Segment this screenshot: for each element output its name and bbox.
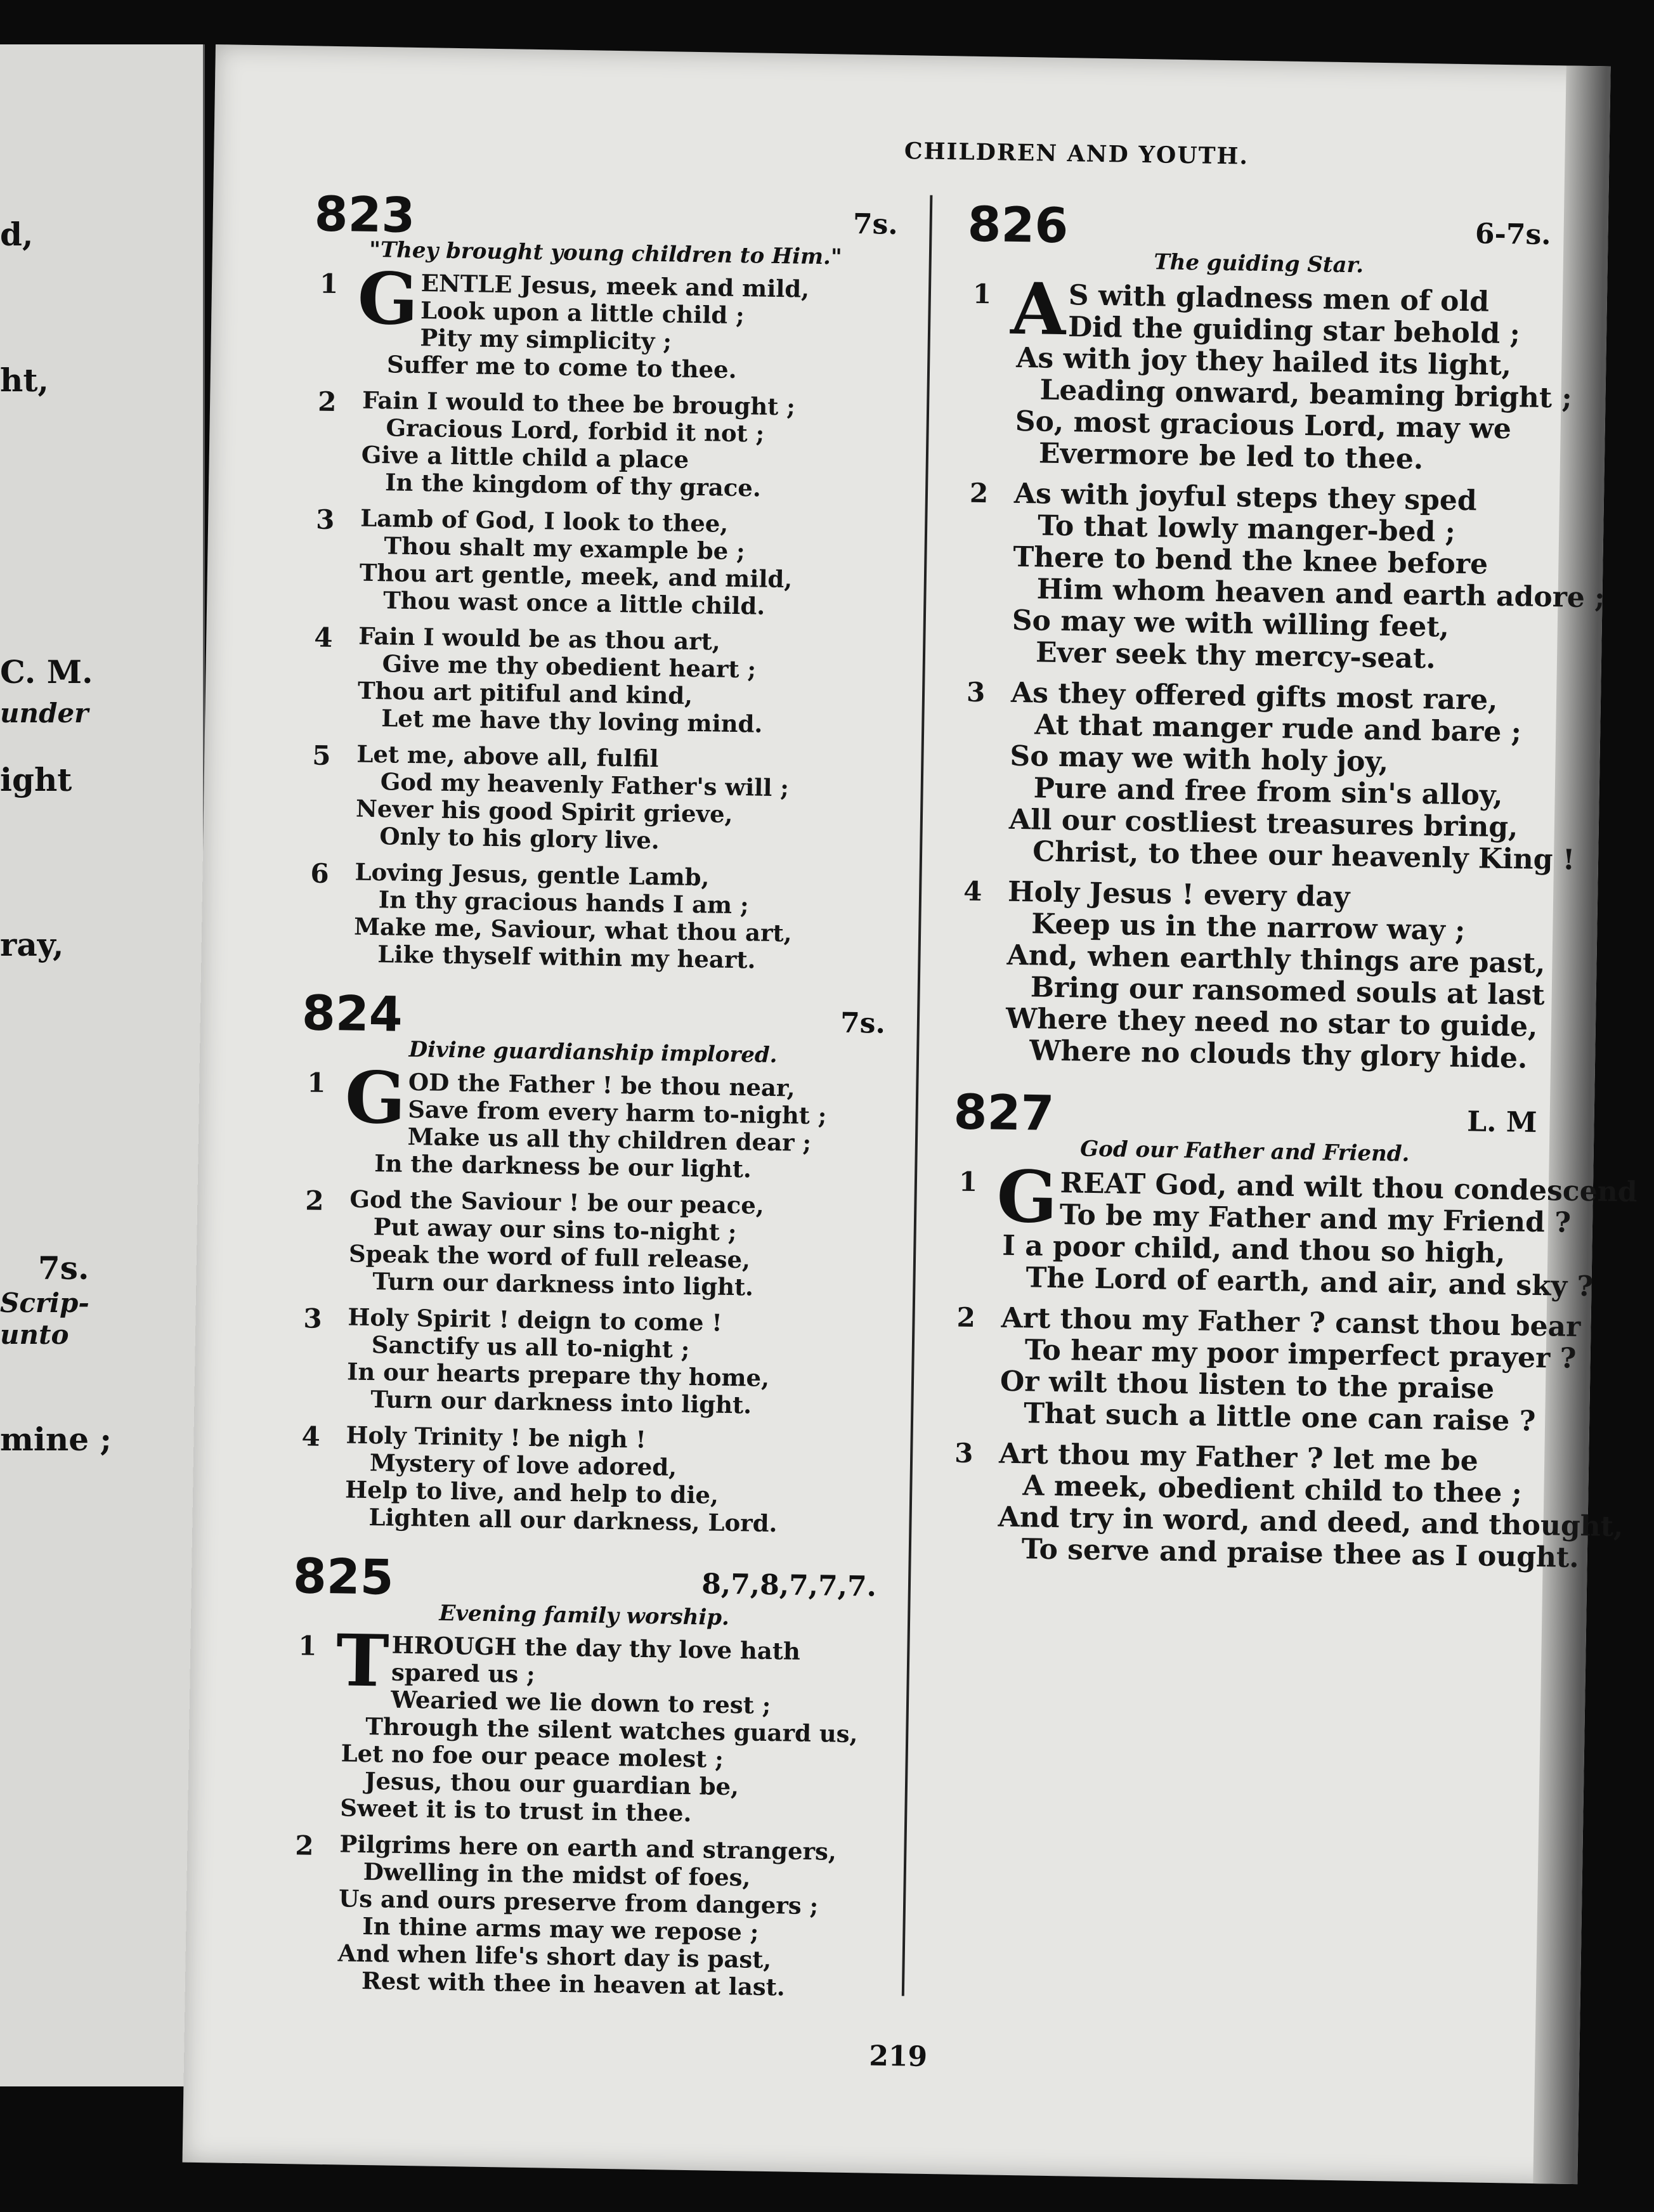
verse-line: Fain I would to thee be brought ; bbox=[361, 386, 796, 421]
verse-line: To serve and praise thee as I ought. bbox=[1021, 1533, 1580, 1575]
verse-line: So may we with willing feet, bbox=[1012, 604, 1450, 644]
verse-line: The Lord of earth, and air, and sky ? bbox=[1026, 1261, 1594, 1303]
verse-line: Put away our sins to-night ; bbox=[373, 1213, 737, 1247]
left-fragment: under bbox=[0, 698, 89, 729]
verse-line: As with joyful steps they sped bbox=[1013, 477, 1478, 517]
verse-line: And, when earthly things are past, bbox=[1006, 939, 1546, 980]
stanza-number: 5 bbox=[312, 739, 332, 771]
stanza bbox=[964, 267, 1573, 478]
verse-line: As they offered gifts most rare, bbox=[1010, 676, 1498, 717]
hymn-meter: 7s. bbox=[852, 207, 899, 241]
stanza bbox=[951, 1155, 1638, 1303]
verse-line: Thou shalt my example be ; bbox=[384, 531, 746, 566]
verse-line: Where they need no star to guide, bbox=[1005, 1002, 1538, 1043]
drop-capital: G bbox=[996, 1155, 1058, 1240]
stanza-number: 1 bbox=[297, 1630, 317, 1662]
hymn-number: 826 bbox=[967, 195, 1069, 254]
verse-line: Christ, to thee our heavenly King ! bbox=[1032, 835, 1575, 876]
verse-line: Pity my simplicity ; bbox=[420, 323, 672, 356]
hymn bbox=[303, 185, 898, 975]
stanza-number: 1 bbox=[319, 268, 339, 300]
hymn-title: "They brought young children to Him." bbox=[368, 237, 842, 270]
stanza-number: 4 bbox=[301, 1421, 321, 1452]
stanza bbox=[304, 739, 890, 857]
verse-line: Gracious Lord, forbid it not ; bbox=[386, 413, 765, 448]
verse-line: In thy gracious hands I am ; bbox=[378, 885, 750, 920]
verse-line: Pilgrims here on earth and strangers, bbox=[339, 1830, 837, 1866]
stanza bbox=[296, 1303, 881, 1421]
verse-line: Holy Trinity ! be nigh ! bbox=[346, 1421, 647, 1454]
verse-line: spared us ; bbox=[391, 1658, 536, 1689]
hymn bbox=[294, 984, 885, 1539]
verse-line: Him whom heaven and earth adore ; bbox=[1036, 573, 1605, 615]
stanza bbox=[949, 1301, 1581, 1438]
hymn-title: Evening family worship. bbox=[439, 1600, 730, 1631]
verse-line: Holy Spirit ! deign to come ! bbox=[348, 1303, 722, 1337]
verse-line: HROUGH the day thy love hath bbox=[391, 1630, 801, 1665]
stanza bbox=[303, 857, 888, 975]
verse-line: To be my Father and my Friend ? bbox=[1059, 1199, 1572, 1239]
hymn-meter: L. M bbox=[1466, 1105, 1537, 1139]
verse-line: S with gladness men of old bbox=[1068, 279, 1490, 318]
left-fragment: C. M. bbox=[0, 653, 93, 691]
drop-capital: T bbox=[335, 1619, 390, 1703]
stanza bbox=[297, 1185, 883, 1303]
verse-line: Help to live, and help to die, bbox=[344, 1475, 719, 1509]
verse-line: And when life's short day is past, bbox=[337, 1939, 772, 1974]
verse-line: Loving Jesus, gentle Lamb, bbox=[355, 857, 710, 892]
drop-capital: A bbox=[1010, 267, 1067, 352]
hymnal-page bbox=[183, 44, 1638, 2184]
verse-line: Art thou my Father ? let me be bbox=[998, 1437, 1479, 1478]
verse-line: Lighten all our darkness, Lord. bbox=[368, 1503, 778, 1538]
left-fragment: ray, bbox=[0, 926, 64, 963]
verse-line: In the kingdom of thy grace. bbox=[384, 468, 762, 502]
verse-line: Lamb of God, I look to thee, bbox=[360, 504, 729, 538]
stanza bbox=[961, 477, 1605, 677]
stanza bbox=[294, 1421, 879, 1539]
drop-capital: G bbox=[344, 1056, 407, 1140]
hymn-header bbox=[953, 1083, 1537, 1147]
column-divider bbox=[902, 195, 933, 1996]
verse-line: Wearied we lie down to rest ; bbox=[391, 1685, 771, 1720]
verse-line: Suffer me to come to thee. bbox=[386, 350, 737, 384]
verse-line: In our hearts prepare thy home, bbox=[346, 1357, 770, 1392]
verse-line: All our costliest treasures bring, bbox=[1008, 803, 1518, 844]
stanza-number: 2 bbox=[969, 477, 989, 509]
verse-line: Sweet it is to trust in thee. bbox=[340, 1793, 692, 1828]
left-fragment: ight bbox=[0, 761, 72, 798]
hymn-number: 824 bbox=[301, 984, 403, 1043]
stanza bbox=[947, 1437, 1624, 1575]
verse-line: I a poor child, and thou so high, bbox=[1001, 1229, 1506, 1270]
verse-line: Only to his glory live. bbox=[379, 822, 660, 855]
hymn-meter: 8,7,8,7,7,7. bbox=[701, 1568, 877, 1603]
left-fragment: 7s. bbox=[38, 1249, 89, 1287]
hymn-meter: 7s. bbox=[840, 1006, 886, 1040]
verse-line: ENTLE Jesus, meek and mild, bbox=[420, 269, 810, 303]
hymn-title: The guiding Star. bbox=[1154, 249, 1364, 278]
verse-line: Mystery of love adored, bbox=[369, 1448, 677, 1481]
right-column bbox=[946, 195, 1638, 1591]
hymn-number: 823 bbox=[314, 185, 416, 244]
verse-line: So, most gracious Lord, may we bbox=[1015, 405, 1512, 446]
verse-line: Us and ours preserve from dangers ; bbox=[338, 1884, 819, 1920]
stanza-number: 1 bbox=[306, 1067, 326, 1098]
verse-line: Fain I would be as thou art, bbox=[358, 621, 721, 656]
stanza-number: 3 bbox=[315, 504, 335, 536]
hymn-header bbox=[314, 185, 898, 249]
stanza-number: 1 bbox=[972, 278, 992, 310]
hymn-number: 825 bbox=[292, 1547, 394, 1606]
stanza bbox=[312, 257, 897, 386]
page-number: 219 bbox=[868, 2040, 928, 2074]
hymn bbox=[287, 1547, 877, 2002]
left-fragment: unto bbox=[0, 1319, 69, 1350]
verse-line: Make us all thy children dear ; bbox=[407, 1122, 812, 1157]
stanza-number: 3 bbox=[966, 676, 986, 708]
left-fragment: d, bbox=[0, 216, 34, 253]
hymn bbox=[947, 1083, 1638, 1575]
verse-line: To hear my poor imperfect prayer ? bbox=[1024, 1334, 1577, 1375]
verse-line: Turn our darkness into light. bbox=[372, 1267, 754, 1301]
hymn-header bbox=[301, 984, 885, 1048]
verse-line: Leading onward, beaming bright ; bbox=[1039, 374, 1573, 415]
hymn-title: Divine guardianship implored. bbox=[408, 1036, 778, 1069]
verse-line: Let me, above all, fulfil bbox=[356, 739, 659, 773]
hymn bbox=[954, 195, 1605, 1075]
stanza-number: 1 bbox=[958, 1166, 978, 1198]
verse-line: In the darkness be our light. bbox=[374, 1149, 752, 1183]
verse-line: God my heavenly Father's will ; bbox=[380, 767, 790, 802]
verse-line: REAT God, and wilt thou condescend bbox=[1060, 1167, 1638, 1209]
verse-line: Thou wast once a little child. bbox=[382, 586, 765, 620]
running-head: CHILDREN AND YOUTH. bbox=[904, 138, 1249, 170]
verse-line: Never his good Spirit grieve, bbox=[355, 794, 733, 828]
verse-line: In thine arms may we repose ; bbox=[362, 1912, 759, 1946]
hymn-number: 827 bbox=[953, 1083, 1055, 1142]
left-fragment: mine ; bbox=[0, 1421, 112, 1458]
verse-line: Look upon a little child ; bbox=[420, 296, 745, 330]
verse-line: Rest with thee in heaven at last. bbox=[361, 1966, 786, 2001]
stanza-number: 2 bbox=[304, 1185, 324, 1216]
left-page-strip bbox=[0, 44, 205, 2086]
verse-line: Let no foe our peace molest ; bbox=[341, 1739, 724, 1773]
left-column bbox=[286, 185, 898, 2020]
verse-line: So may we with holy joy, bbox=[1010, 739, 1389, 779]
verse-line: Like thyself within my heart. bbox=[377, 940, 756, 974]
verse-line: Keep us in the narrow way ; bbox=[1031, 908, 1466, 947]
verse-line: Pure and free from sin's alloy, bbox=[1033, 772, 1503, 812]
verse-line: Bring our ransomed souls at last bbox=[1030, 971, 1545, 1012]
verse-line: Ever seek thy mercy-seat. bbox=[1035, 636, 1436, 675]
verse-line: Where no clouds thy glory hide. bbox=[1029, 1034, 1528, 1075]
verse-line: To that lowly manger-bed ; bbox=[1037, 509, 1456, 549]
verse-line: God the Saviour ! be our peace, bbox=[349, 1185, 765, 1220]
stanza bbox=[310, 386, 895, 504]
stanza bbox=[289, 1619, 876, 1830]
verse-line: Let me have thy loving mind. bbox=[381, 704, 763, 738]
verse-line: Give a little child a place bbox=[361, 440, 689, 474]
stanza bbox=[287, 1830, 873, 2002]
stanza bbox=[306, 621, 892, 739]
verse-line: At that manger rude and bare ; bbox=[1034, 708, 1522, 749]
hymn-meter: 6-7s. bbox=[1475, 218, 1551, 252]
verse-line: Speak the word of full release, bbox=[348, 1239, 751, 1274]
verse-line: As with joy they hailed its light, bbox=[1015, 341, 1512, 382]
hymn-title: God our Father and Friend. bbox=[1079, 1136, 1410, 1167]
stanza-number: 6 bbox=[310, 857, 330, 889]
verse-line: Through the silent watches guard us, bbox=[365, 1712, 858, 1748]
verse-line: Make me, Saviour, what thou art, bbox=[353, 912, 792, 947]
verse-line: And try in word, and deed, and thought, bbox=[998, 1500, 1624, 1544]
stanza-number: 4 bbox=[313, 621, 333, 654]
verse-line: Evermore be led to thee. bbox=[1038, 437, 1424, 476]
verse-line: Save from every harm to-night ; bbox=[407, 1095, 827, 1130]
verse-line: Sanctify us all to-night ; bbox=[371, 1330, 690, 1363]
drop-capital: G bbox=[356, 257, 419, 342]
hymn-header bbox=[967, 196, 1551, 259]
stanza bbox=[958, 676, 1575, 876]
verse-line: Holy Jesus ! every day bbox=[1007, 875, 1350, 914]
verse-line: There to bend the knee before bbox=[1013, 540, 1488, 581]
stanza bbox=[954, 875, 1546, 1075]
verse-line: Turn our darkness into light. bbox=[370, 1385, 752, 1419]
verse-line: Give me thy obedient heart ; bbox=[382, 649, 757, 684]
stanza-number: 3 bbox=[954, 1437, 974, 1469]
stanza-number: 2 bbox=[295, 1830, 315, 1861]
stanza-number: 4 bbox=[963, 875, 982, 908]
verse-line: That such a little one can raise ? bbox=[1023, 1397, 1536, 1438]
verse-line: Did the guiding star behold ; bbox=[1067, 311, 1521, 351]
left-fragment: ht, bbox=[0, 361, 49, 399]
verse-line: A meek, obedient child to thee ; bbox=[1022, 1469, 1523, 1510]
stanza-number: 3 bbox=[303, 1303, 323, 1334]
verse-line: Or wilt thou listen to the praise bbox=[1000, 1365, 1495, 1405]
verse-line: OD the Father ! be thou near, bbox=[408, 1067, 795, 1102]
left-fragment: Scrip- bbox=[0, 1287, 89, 1318]
verse-line: Dwelling in the midst of foes, bbox=[363, 1857, 751, 1892]
stanza-number: 2 bbox=[956, 1301, 976, 1334]
verse-line: Thou art gentle, meek, and mild, bbox=[359, 558, 793, 594]
hymn-header bbox=[292, 1547, 876, 1611]
stanza-number: 2 bbox=[317, 386, 337, 418]
stanza bbox=[299, 1056, 885, 1185]
verse-line: Jesus, thou our guardian be, bbox=[364, 1767, 739, 1801]
stanza bbox=[308, 504, 894, 621]
verse-line: Thou art pitiful and kind, bbox=[357, 676, 693, 710]
verse-line: Art thou my Father ? canst thou bear bbox=[1001, 1301, 1581, 1344]
